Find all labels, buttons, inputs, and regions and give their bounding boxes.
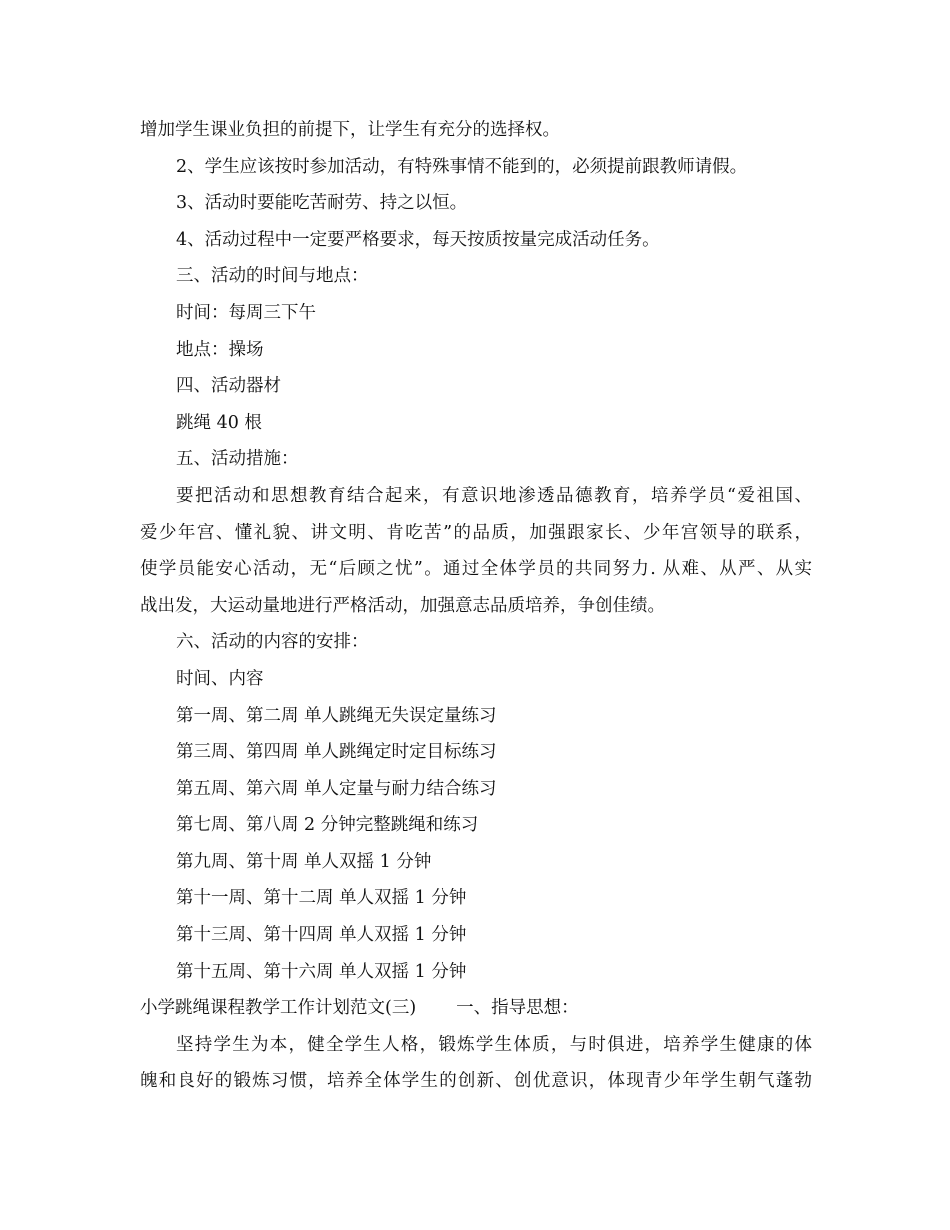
schedule-row: 第十五周、第十六周 单人双摇 1 分钟 <box>176 961 467 982</box>
paragraph-line: 增加学生课业负担的前提下，让学生有充分的选择权。 <box>140 120 560 140</box>
schedule-row: 第五周、第六周 单人定量与耐力结合练习 <box>176 778 497 799</box>
section-heading-schedule: 六、活动的内容的安排： <box>176 632 369 653</box>
place-line: 地点：操场 <box>176 339 264 360</box>
measures-paragraph-line: 战出发，大运动量地进行严格活动，加强意志品质培养，争创佳绩。 <box>140 595 665 616</box>
section-heading-measures: 五、活动措施： <box>176 449 299 470</box>
requirement-item-4: 4、活动过程中一定要严格要求，每天按质按量完成活动任务。 <box>176 229 660 250</box>
requirement-item-3: 3、活动时要能吃苦耐劳、持之以恒。 <box>176 193 468 214</box>
schedule-row: 第一周、第二周 单人跳绳无失误定量练习 <box>176 705 497 726</box>
section-heading-equipment: 四、活动器材 <box>176 376 281 397</box>
measures-paragraph-line: 使学员能安心活动，无“后顾之忧”。通过全体学员的共同努力. 从难、从严、从实 <box>140 559 812 580</box>
schedule-header: 时间、内容 <box>176 668 264 689</box>
document-heading-title: 小学跳绳课程教学工作计划范文(三) <box>140 998 417 1019</box>
schedule-row: 第三周、第四周 单人跳绳定时定目标练习 <box>176 742 497 763</box>
schedule-row: 第九周、第十周 单人双摇 1 分钟 <box>176 851 432 872</box>
schedule-row: 第七周、第八周 2 分钟完整跳绳和练习 <box>176 815 479 836</box>
guiding-idea-heading: 一、指导思想： <box>456 998 579 1019</box>
section-heading-time-place: 三、活动的时间与地点： <box>176 266 369 287</box>
measures-paragraph-line: 爱少年宫、懂礼貌、讲文明、肯吃苦”的品质，加强跟家长、少年宫领导的联系， <box>140 522 812 543</box>
schedule-row: 第十三周、第十四周 单人双摇 1 分钟 <box>176 925 467 946</box>
schedule-row: 第十一周、第十二周 单人双摇 1 分钟 <box>176 888 467 909</box>
guiding-idea-paragraph-line: 坚持学生为本，健全学生人格，锻炼学生体质，与时俱进，培养学生健康的体 <box>176 1034 812 1055</box>
measures-paragraph-line: 要把活动和思想教育结合起来，有意识地渗透品德教育，培养学员“爱祖国、 <box>176 485 812 506</box>
guiding-idea-paragraph-line: 魄和良好的锻炼习惯，培养全体学生的创新、创优意识，体现青少年学生朝气蓬勃 <box>140 1071 812 1092</box>
requirement-item-2: 2、学生应该按时参加活动，有特殊事情不能到的，必须提前跟教师请假。 <box>176 156 748 177</box>
document-heading-line <box>140 990 812 1027</box>
time-line: 时间：每周三下午 <box>176 302 316 323</box>
document-body <box>140 112 812 1100</box>
equipment-line: 跳绳 40 根 <box>176 412 262 433</box>
